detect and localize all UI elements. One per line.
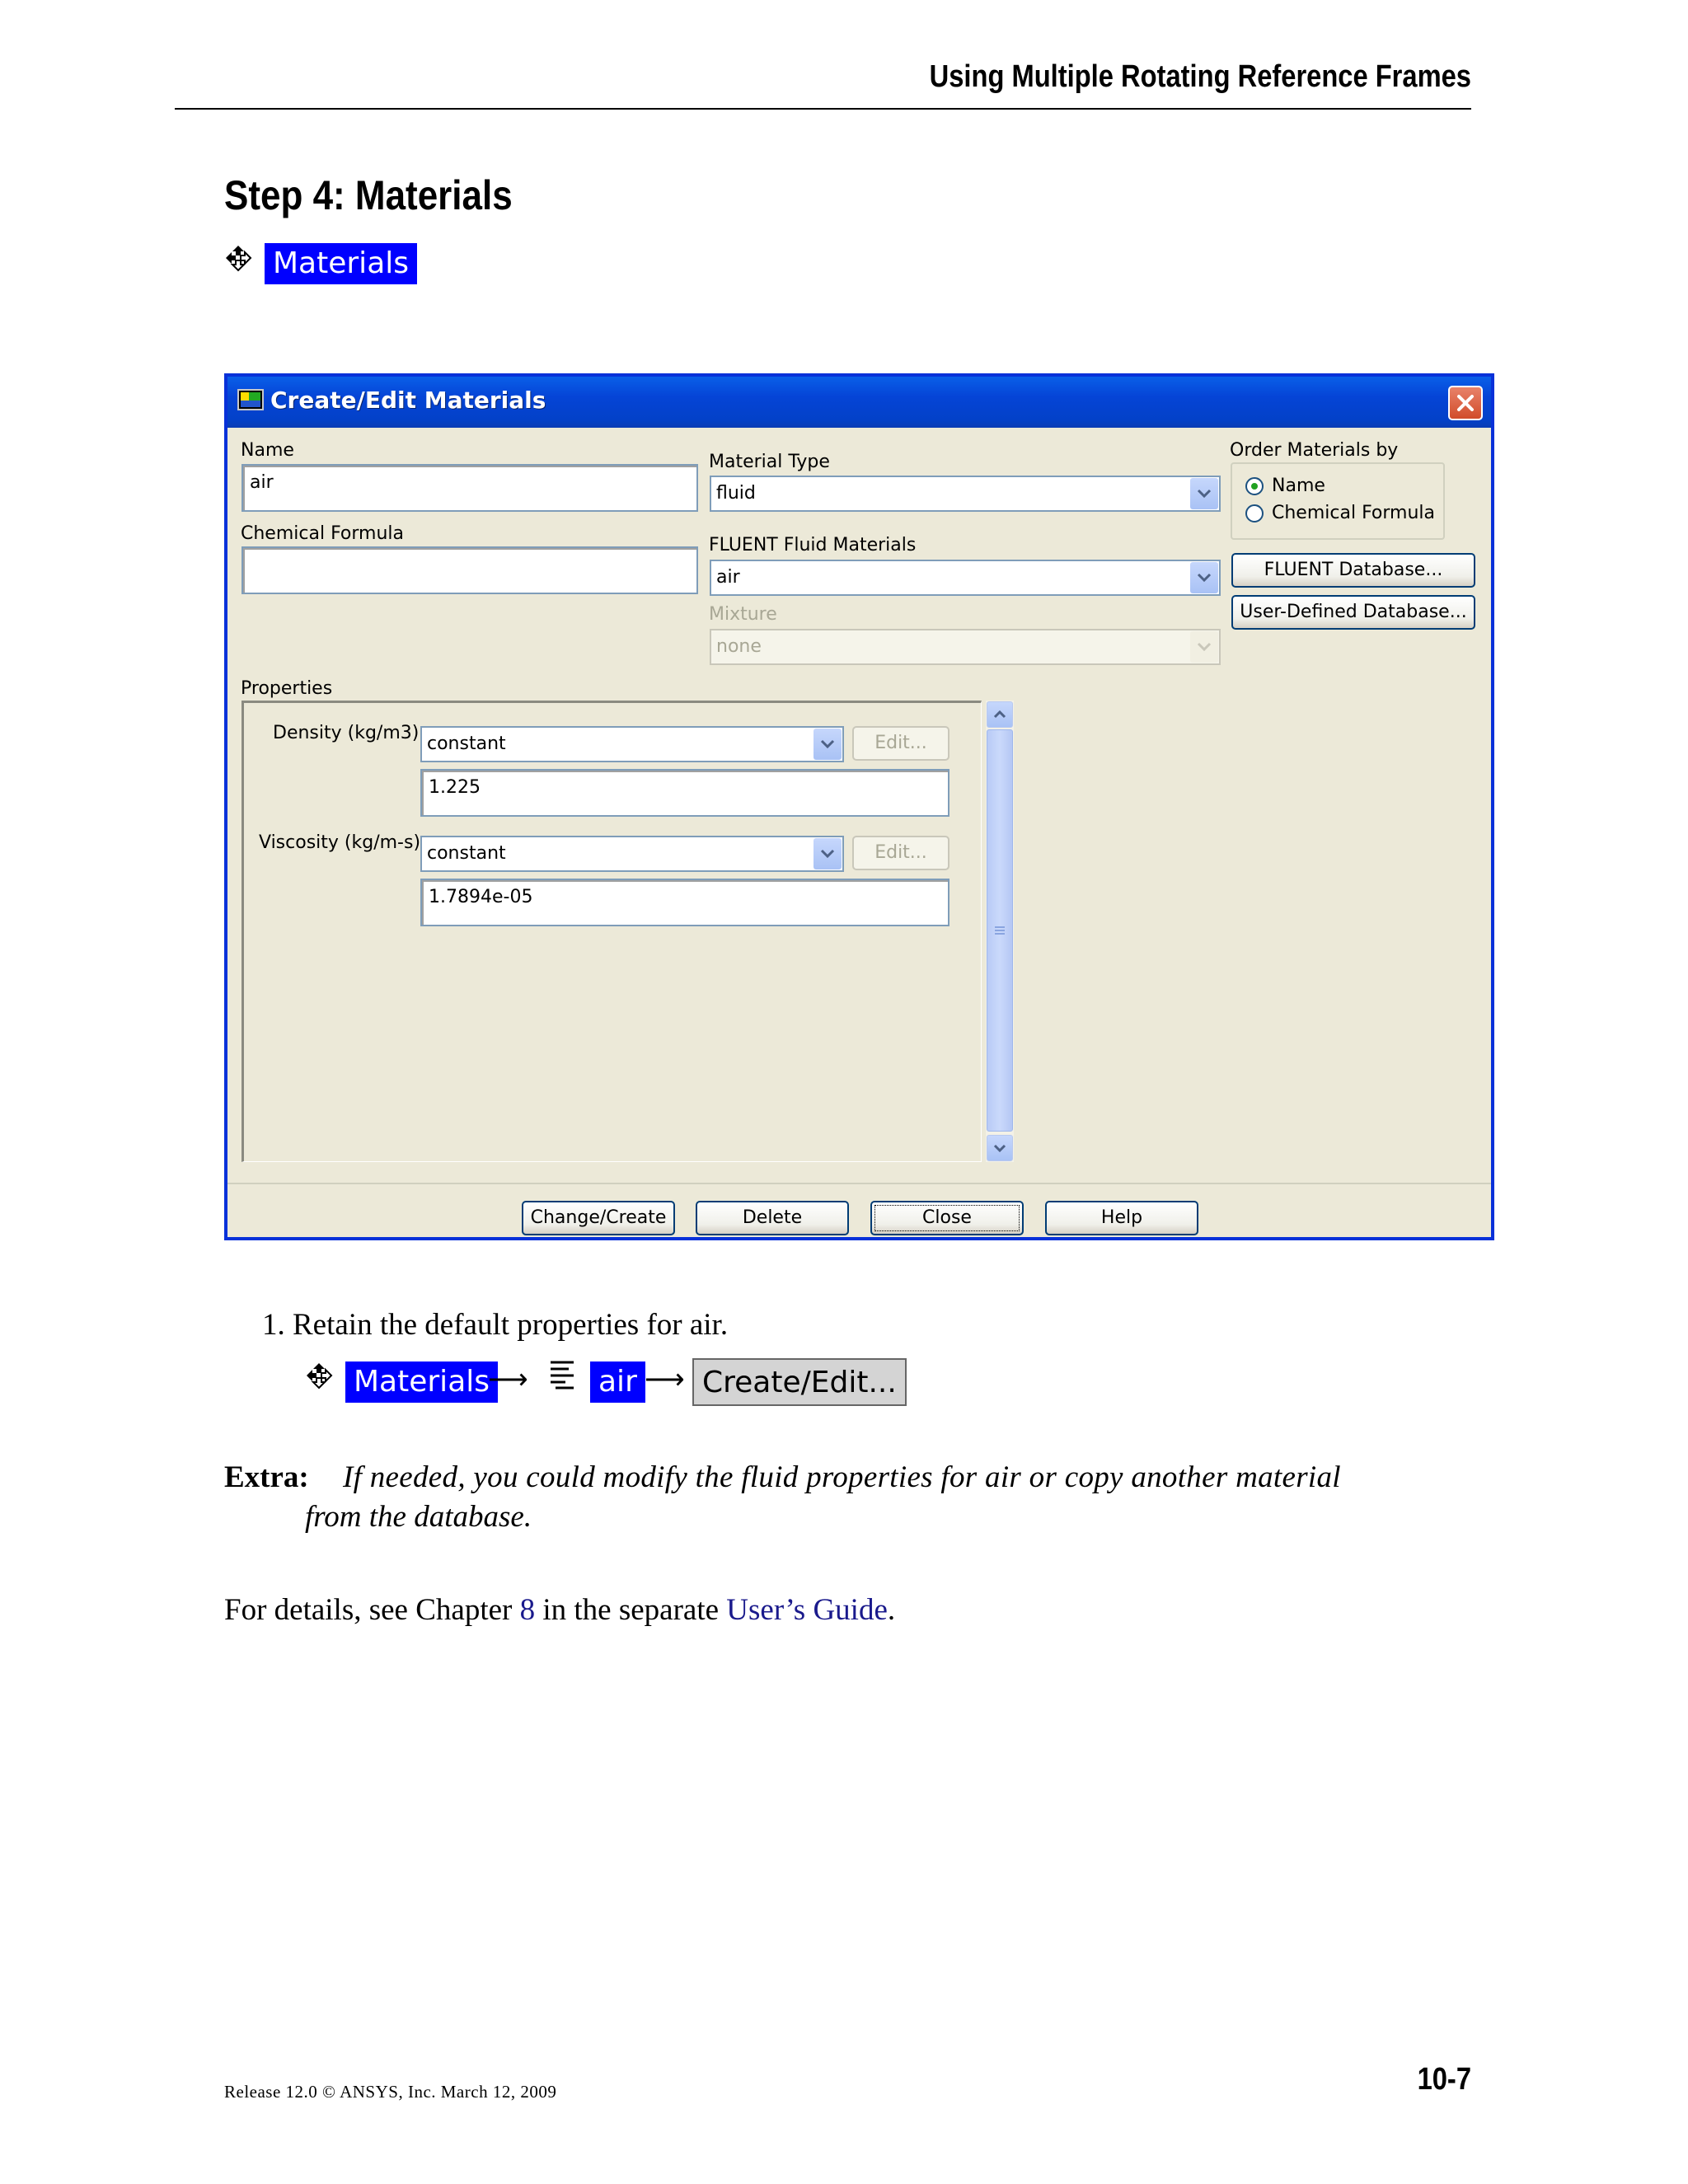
dialog-titlebar[interactable] <box>227 377 1491 428</box>
fluent-database-button[interactable]: FLUENT Database... <box>1231 553 1475 588</box>
dialog-title: Create/Edit Materials <box>270 387 546 414</box>
grip-icon <box>994 925 1006 936</box>
density-label: Density (kg/m3) <box>273 723 420 743</box>
path-air[interactable]: air <box>590 1361 645 1403</box>
fluent-fluid-materials-label: FLUENT Fluid Materials <box>709 535 917 555</box>
material-type-label: Material Type <box>709 452 830 472</box>
running-head: Using Multiple Rotating Reference Frames <box>929 59 1471 94</box>
chevron-down-icon[interactable] <box>814 729 842 760</box>
density-value-field[interactable]: 1.225 <box>420 769 950 817</box>
name-field[interactable]: air <box>241 464 698 512</box>
viscosity-label: Viscosity (kg/m-s) <box>259 832 421 853</box>
mixture-label: Mixture <box>709 604 777 625</box>
chevron-down-icon[interactable] <box>814 838 842 869</box>
density-method-select[interactable] <box>420 726 844 762</box>
fluent-app-icon <box>237 388 264 411</box>
chevron-up-icon <box>993 710 1006 719</box>
scroll-up-button[interactable] <box>987 701 1013 728</box>
tree-navigation-icon <box>224 244 252 272</box>
chevron-down-icon <box>993 1144 1006 1152</box>
density-edit-button[interactable]: Edit... <box>852 726 950 761</box>
change-create-button[interactable]: Change/Create <box>522 1201 675 1235</box>
details-prefix: For details, see Chapter <box>224 1593 520 1627</box>
step-title: Step 4: Materials <box>224 172 513 218</box>
extra-text-line-1: If needed, you could modify the fluid properties for air or copy another material <box>343 1460 1341 1494</box>
mixture-value: none <box>716 636 762 657</box>
material-type-select[interactable] <box>710 476 1221 512</box>
help-button[interactable]: Help <box>1045 1201 1198 1235</box>
details-middle: in the separate <box>535 1593 727 1627</box>
tree-navigation-icon <box>305 1361 333 1390</box>
step-1-text: 1. Retain the default properties for air. <box>262 1308 729 1342</box>
tree-item-materials[interactable]: Materials <box>265 243 417 284</box>
path-arrow: ⟶ <box>645 1365 685 1395</box>
fluent-fluid-materials-value: air <box>716 567 740 588</box>
close-button[interactable]: Close <box>870 1201 1024 1235</box>
users-guide-link[interactable]: User’s Guide <box>726 1593 888 1627</box>
header-rule <box>175 108 1471 110</box>
user-defined-database-button[interactable]: User-Defined Database... <box>1231 595 1475 630</box>
chevron-down-icon[interactable] <box>1190 562 1218 593</box>
name-label: Name <box>241 440 294 461</box>
delete-button[interactable]: Delete <box>696 1201 849 1235</box>
order-by-chemical-formula-radio[interactable] <box>1245 504 1264 523</box>
create-edit-materials-dialog <box>224 373 1494 1240</box>
mixture-select[interactable] <box>710 629 1221 665</box>
viscosity-method-value: constant <box>427 843 506 864</box>
chevron-down-icon <box>1190 631 1218 663</box>
footer-release: Release 12.0 © ANSYS, Inc. March 12, 2009 <box>224 2082 557 2102</box>
order-by-name-radio[interactable] <box>1245 477 1264 495</box>
extra-label: Extra: <box>224 1460 309 1494</box>
list-item-icon <box>549 1360 577 1391</box>
viscosity-value-field[interactable]: 1.7894e-05 <box>420 879 950 926</box>
chemical-formula-field[interactable] <box>241 546 698 594</box>
details-suffix: . <box>887 1593 896 1627</box>
path-arrow: ⟶ <box>488 1365 528 1395</box>
extra-text-line-2: from the database. <box>305 1500 532 1534</box>
properties-label: Properties <box>241 678 333 699</box>
material-type-value: fluid <box>716 483 756 504</box>
path-create-edit-button[interactable]: Create/Edit... <box>692 1358 907 1406</box>
order-materials-group <box>1231 462 1445 540</box>
scroll-thumb[interactable] <box>987 729 1013 1132</box>
scroll-down-button[interactable] <box>987 1135 1013 1161</box>
order-by-name-label[interactable]: Name <box>1272 476 1325 496</box>
path-materials[interactable]: Materials <box>345 1361 498 1403</box>
density-method-value: constant <box>427 733 506 754</box>
chapter-link[interactable]: 8 <box>519 1593 536 1627</box>
details-sentence <box>224 1592 895 1628</box>
button-bar-separator <box>227 1183 1491 1184</box>
fluent-fluid-materials-select[interactable] <box>710 560 1221 596</box>
chemical-formula-label: Chemical Formula <box>241 523 405 544</box>
page-number: 10-7 <box>1417 2062 1471 2097</box>
chevron-down-icon[interactable] <box>1190 478 1218 509</box>
viscosity-method-select[interactable] <box>420 836 844 872</box>
viscosity-edit-button[interactable]: Edit... <box>852 836 950 870</box>
order-materials-by-label: Order Materials by <box>1230 440 1399 461</box>
close-window-button[interactable] <box>1448 386 1483 420</box>
order-by-chemical-formula-label[interactable]: Chemical Formula <box>1272 503 1436 523</box>
close-icon <box>1456 393 1475 413</box>
